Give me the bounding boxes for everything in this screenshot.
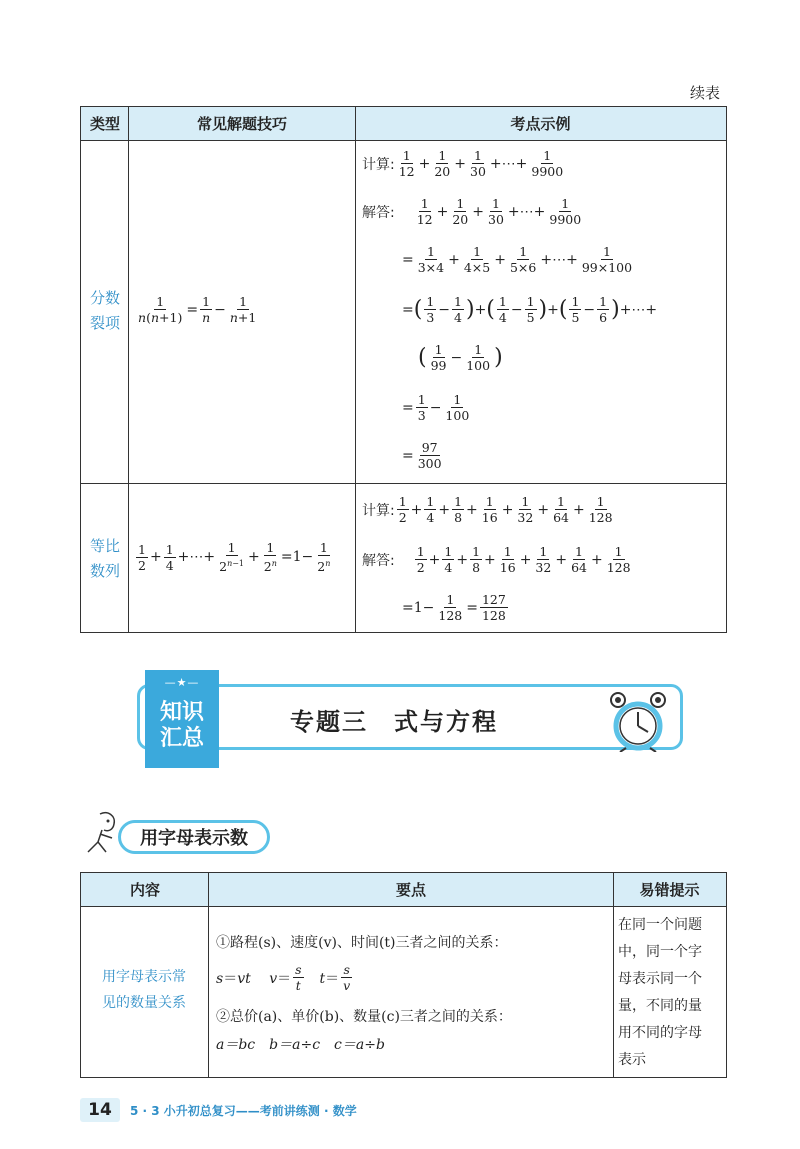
tip-line: 量，不同的量 — [618, 998, 702, 1014]
badge-line: 知识 — [159, 700, 204, 725]
answer-label: 解答: — [362, 552, 395, 569]
col-divider — [208, 873, 209, 1077]
tip-cell — [618, 912, 722, 1074]
badge-tail — [145, 760, 219, 770]
example-step: ( 1 99 − 1 100 ) — [418, 342, 503, 373]
calc-label: 计算: — [362, 502, 395, 519]
row-divider — [81, 483, 726, 484]
badge-line: 汇总 — [159, 726, 204, 751]
example-step: = $\frac{1}{3\times 4}$ + 1 4×5 + 1 5×6 +⋯+ 1 99×100 — [402, 244, 633, 275]
example-result: =1− $\frac{1}{128}$ = 127 128 — [402, 592, 506, 623]
header-content: 内容 — [129, 881, 160, 899]
point-price: ②总价(a)、单价(b)、数量(c)三者之间的关系： — [216, 1009, 512, 1025]
example-answer: 解答: 1 12 + 1 20 + 1 30 +⋯+ 1 9900 — [362, 196, 582, 227]
example-step: = $\frac{1}{3}$ − 1 100 — [402, 392, 470, 423]
table-header — [81, 873, 726, 907]
topic-title: 专题三 式与方程 — [290, 708, 498, 736]
calc-label: 计算: — [362, 156, 395, 173]
type-line: 数列 — [89, 562, 120, 580]
header-tips: 易错提示 — [639, 881, 700, 899]
section-title: 用字母表示数 — [118, 820, 270, 854]
answer-label: 解答: — [362, 204, 395, 221]
example-answer: 解答: 1 2 + 1 4 + 1 8 + 1 16 + 1 32 + 1 64 + 1 128 — [362, 544, 631, 575]
page-number: 14 — [80, 1098, 120, 1122]
type-line: 等比 — [89, 537, 120, 555]
row-type-fraction — [84, 286, 126, 336]
row-type-geometric — [84, 534, 126, 584]
formula-price: a＝bc b＝a÷c c＝a÷b — [216, 1037, 385, 1053]
book-title: 5 · 3 小升初总复习——考前讲练测 · 数学 — [130, 1104, 357, 1118]
table-header — [81, 107, 726, 141]
content-cell — [84, 964, 204, 1016]
tip-line: 表示 — [618, 1052, 646, 1068]
content-line: 用字母表示常 — [102, 969, 186, 985]
type-line: 裂项 — [89, 314, 120, 332]
example-calc: 计算: 1 2 + 1 4 + 1 8 + 1 16 + 1 32 + 1 64 + 1 128 — [362, 494, 613, 525]
header-points: 要点 — [395, 881, 426, 899]
col-divider — [613, 873, 614, 1077]
badge-text — [145, 700, 219, 752]
header-example: 考点示例 — [510, 115, 571, 133]
alarm-clock-icon — [604, 690, 674, 752]
star-icon: —★— — [164, 676, 200, 689]
example-result: = $\frac{97}{300}$ — [402, 440, 442, 471]
tip-line: 中，同一个字 — [618, 944, 702, 960]
tip-line: 母表示同一个 — [618, 971, 702, 987]
technique-formula: 1 2 + 1 4 +⋯+ 1 $2^{n-1}$ + 1 2$^n$ =1− 1 2$^n$ — [138, 540, 331, 575]
result-denominator: 300 — [417, 456, 442, 471]
technique-formula: $\frac{1}{n(n+1)}$ = $\frac{1}{n}$ − $\frac{1}{n+1}$ — [138, 294, 257, 325]
header-type: 类型 — [89, 115, 120, 133]
result-numerator: 97 — [421, 440, 438, 455]
type-line: 分数 — [89, 289, 120, 307]
tip-line: 在同一个问题 — [618, 917, 702, 933]
formula-speed: s＝vt v＝ s t t＝ s v — [216, 962, 351, 993]
example-step: = ( 1 3 − 1 4 ) + ( 1 4 − 1 5 ) + ( 1 5 − 1 6 ) +⋯+ — [402, 294, 658, 325]
tip-line: 用不同的字母 — [618, 1025, 702, 1041]
continued-label: 续表 — [690, 84, 721, 102]
example-calc: 计算: 1 12 + 1 20 + 1 30 +⋯+ 1 9900 — [362, 148, 564, 179]
col-divider — [355, 107, 356, 632]
point-speed: ①路程(s)、速度(v)、时间(t)三者之间的关系： — [216, 935, 508, 951]
header-technique: 常见解题技巧 — [196, 115, 287, 133]
content-line: 见的数量关系 — [102, 995, 186, 1011]
col-divider — [128, 107, 129, 632]
